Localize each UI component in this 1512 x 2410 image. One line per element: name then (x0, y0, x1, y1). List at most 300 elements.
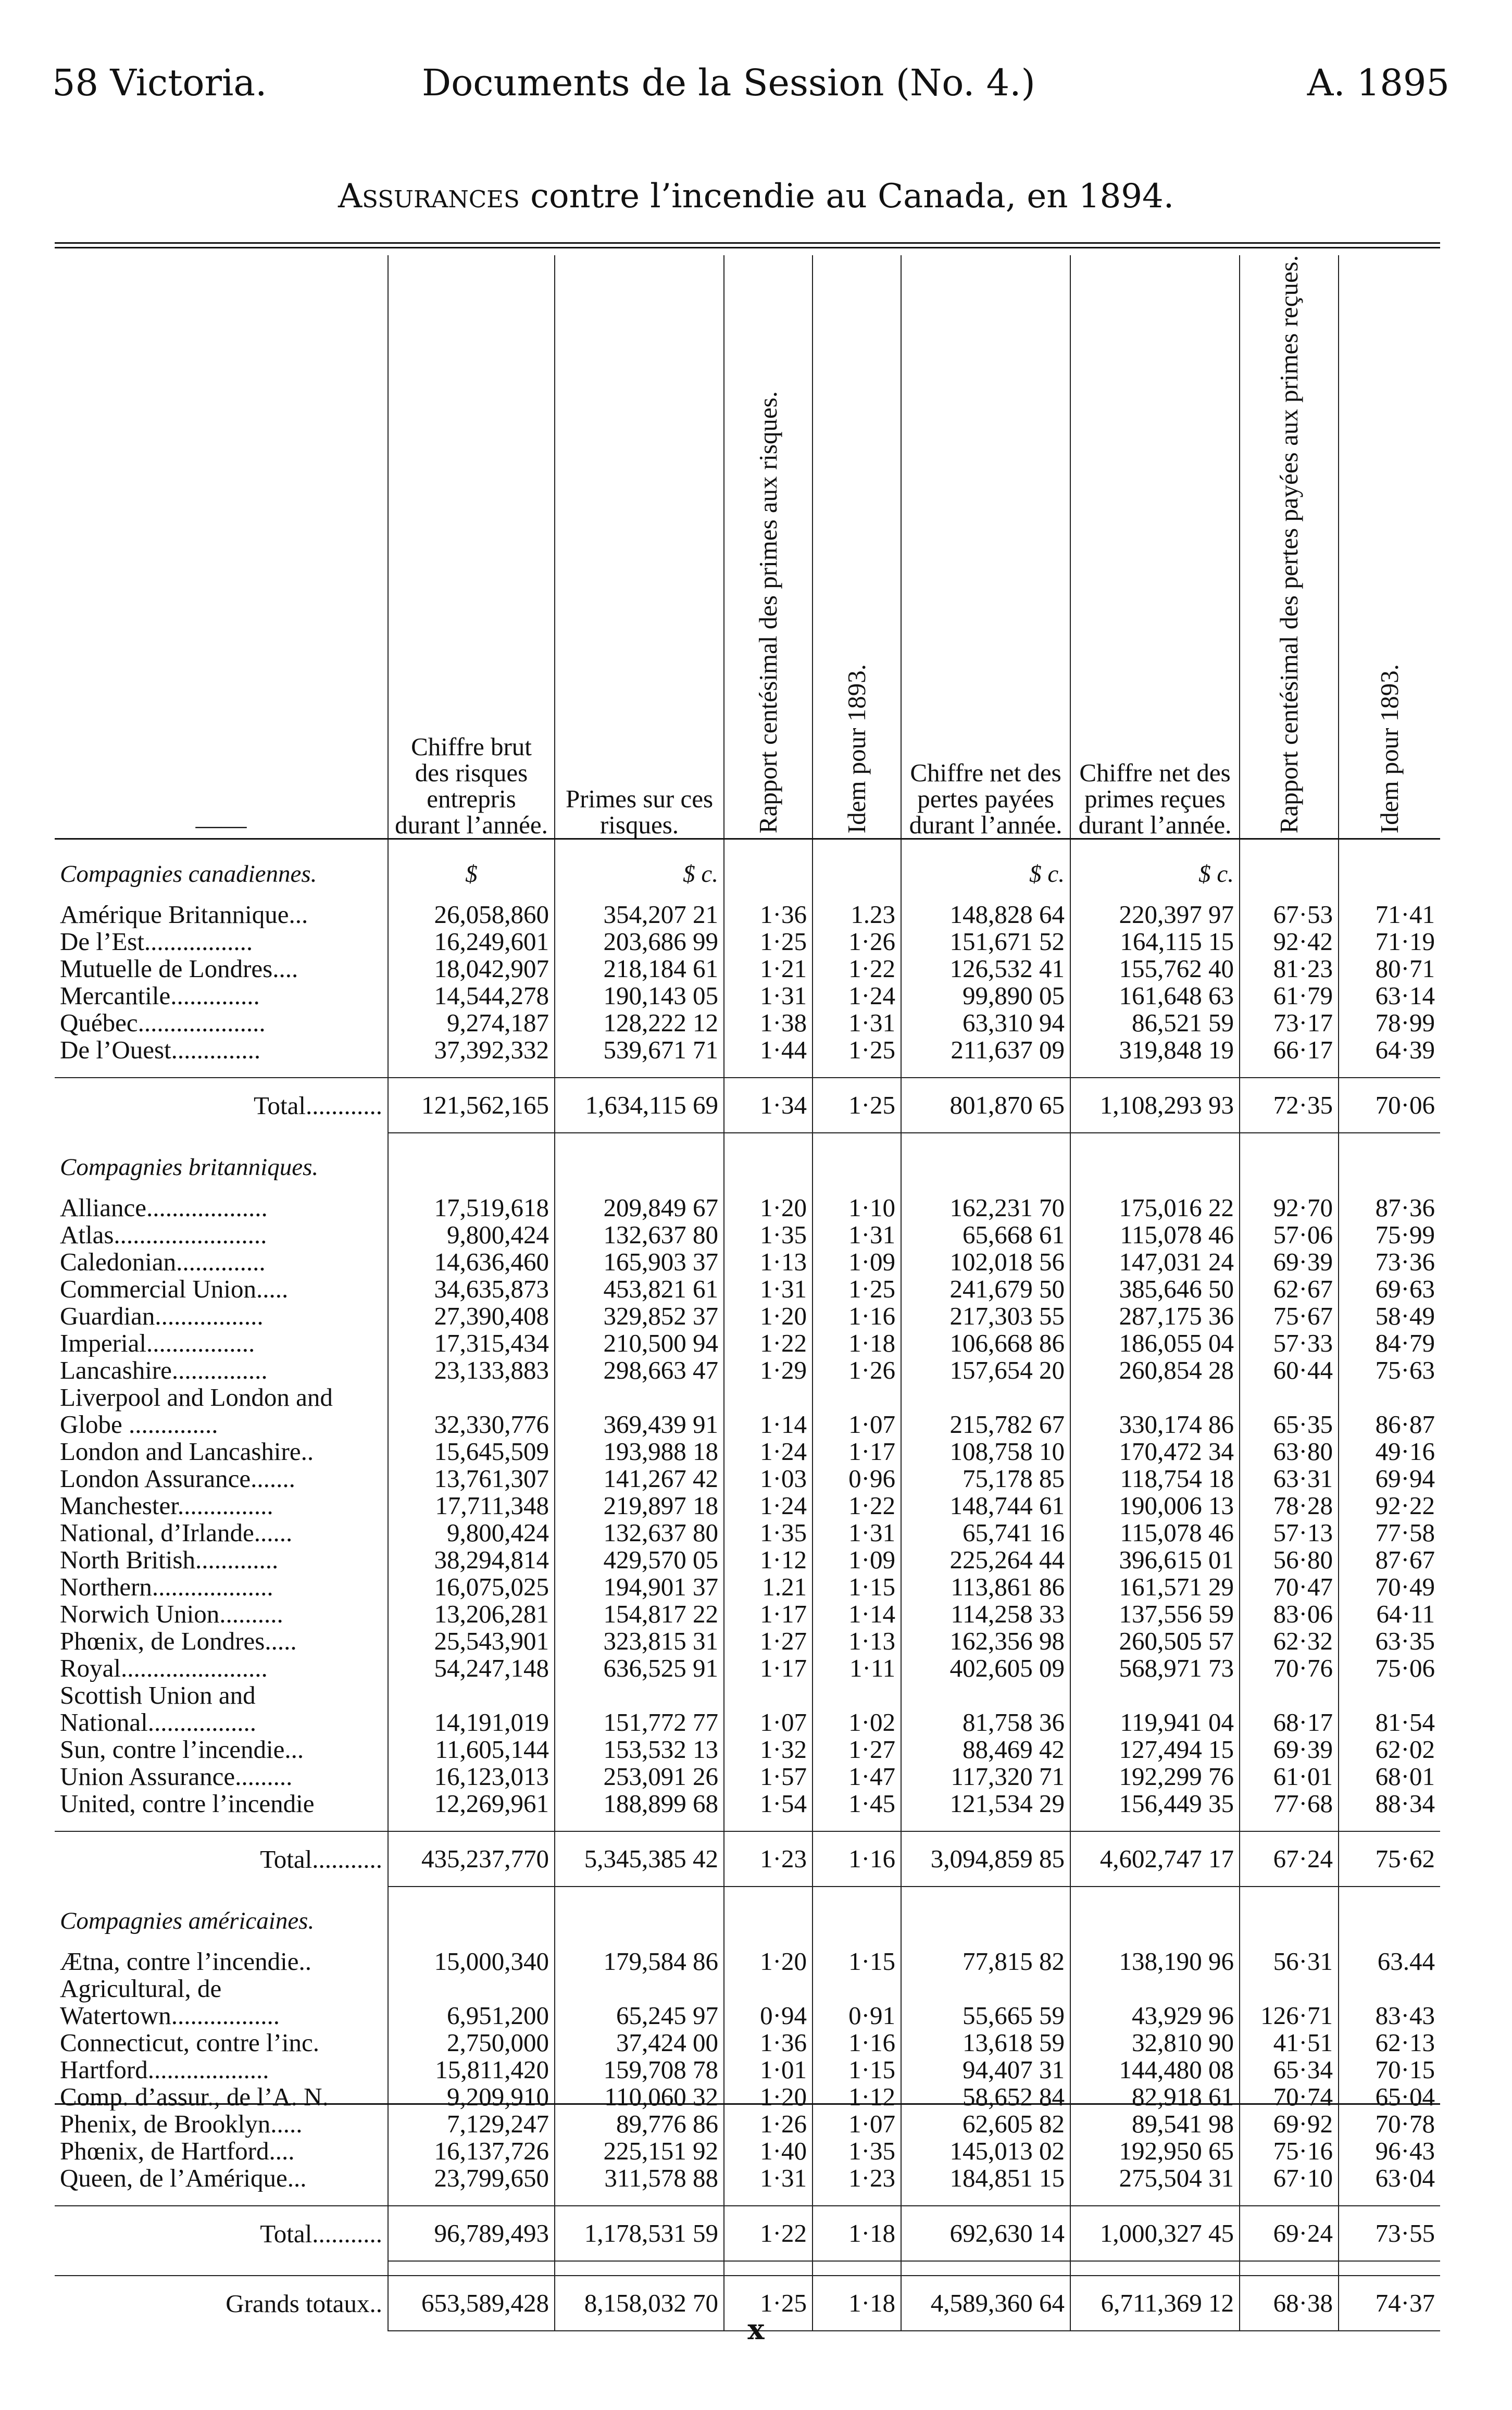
cell-premiums: 203,686 99 (555, 928, 724, 955)
cell-premium-ratio-1893: 1·23 (813, 2165, 901, 2192)
cell-net-losses: 211,637 09 (901, 1037, 1070, 1064)
cell-premiums: 209,849 67 (555, 1194, 724, 1221)
cell-loss-ratio: 67·10 (1240, 2165, 1339, 2192)
cell-premium-ratio: 1·21 (724, 955, 813, 982)
cell-net-premiums: 115,078 46 (1070, 1221, 1240, 1248)
cell-premium-ratio-1893: 1·10 (813, 1194, 901, 1221)
empty-cell (1070, 1887, 1240, 1934)
cell-premium-ratio-1893: 1·18 (813, 2276, 901, 2331)
cell-net-losses: 81,758 36 (901, 1682, 1070, 1736)
cell-loss-ratio: 66·17 (1240, 1037, 1339, 1064)
empty-cell (1070, 1133, 1240, 1181)
table-row (55, 1975, 1440, 2029)
cell-company-name: Ætna, contre l’incendie.. (60, 1948, 312, 1976)
cell-loss-ratio-1893: 74·37 (1339, 2276, 1440, 2331)
cell-loss-ratio: 75·16 (1240, 2138, 1339, 2165)
header-volume: A. 1895 (1307, 61, 1449, 104)
cell-company-name: Manchester............... (60, 1492, 273, 1520)
cell-net-premiums: 1,108,293 93 (1070, 1078, 1240, 1133)
col-header-net-premiums: Chiffre net des primes reçues durant l’année. (1070, 255, 1240, 839)
empty-cell (555, 2261, 724, 2276)
empty-cell (388, 1887, 555, 1934)
cell-premiums: 194,901 37 (555, 1574, 724, 1601)
cell-loss-ratio-1893: 88·34 (1339, 1790, 1440, 1817)
empty-cell (555, 888, 724, 901)
cell-gross-risks: 16,075,025 (388, 1574, 555, 1601)
cell-net-premiums: 156,449 35 (1070, 1790, 1240, 1817)
cell-loss-ratio-1893: 75·06 (1339, 1655, 1440, 1682)
empty-cell (1339, 888, 1440, 901)
table-row (55, 1465, 1440, 1492)
header-document-title: Documents de la Session (No. 4.) (422, 61, 1035, 104)
cell-company-name: Comp. d’assur., de l’A. N. (60, 2083, 329, 2111)
cell-loss-ratio: 70·74 (1240, 2083, 1339, 2111)
cell-premiums: 165,903 37 (555, 1248, 724, 1276)
cell-loss-ratio: 92·42 (1240, 928, 1339, 955)
cell-premium-ratio: 1·22 (724, 1330, 813, 1357)
cell-premium-ratio-1893: 1·18 (813, 2206, 901, 2261)
cell-premiums: 210,500 94 (555, 1330, 724, 1357)
cell-net-losses: 65,668 61 (901, 1221, 1070, 1248)
cell-gross-risks: 14,191,019 (388, 1682, 555, 1736)
bottom-rule (55, 2103, 1440, 2105)
cell-net-premiums: 220,397 97 (1070, 901, 1240, 928)
table-row (55, 1601, 1440, 1628)
cell-loss-ratio-1893: 70·49 (1339, 1574, 1440, 1601)
cell-premiums: 8,158,032 70 (555, 2276, 724, 2331)
cell-net-premiums: 6,711,369 12 (1070, 2276, 1240, 2331)
empty-cell (724, 1181, 813, 1194)
cell-loss-ratio-1893: 77·58 (1339, 1519, 1440, 1546)
cell-gross-risks: 25,543,901 (388, 1628, 555, 1655)
cell-premium-ratio-1893: 1·31 (813, 1519, 901, 1546)
cell-loss-ratio-1893: 69·63 (1339, 1276, 1440, 1303)
cell-company-name: Total........... (55, 2206, 388, 2261)
cell-premium-ratio: 1·22 (724, 2206, 813, 2261)
cell-premiums: 636,525 91 (555, 1655, 724, 1682)
cell-company-name: National, d’Irlande...... (60, 1519, 293, 1547)
cell-loss-ratio-1893: 69·94 (1339, 1465, 1440, 1492)
cell-net-losses: 108,758 10 (901, 1438, 1070, 1465)
cell-gross-risks: 11,605,144 (388, 1736, 555, 1763)
cell-company-name: Lancashire............... (60, 1357, 268, 1384)
cell-loss-ratio-1893: 70·06 (1339, 1078, 1440, 1133)
empty-cell (388, 1817, 555, 1831)
spacer-row (55, 1817, 1440, 1831)
top-rule-1 (55, 242, 1440, 244)
cell-gross-risks: 13,761,307 (388, 1465, 555, 1492)
cell-gross-risks: 9,209,910 (388, 2083, 555, 2111)
cell-net-losses: 148,828 64 (901, 901, 1070, 928)
cell-loss-ratio: 69·39 (1240, 1736, 1339, 1763)
empty-cell (724, 1064, 813, 1078)
cell-loss-ratio: 62·67 (1240, 1276, 1339, 1303)
empty-cell (724, 2192, 813, 2206)
cell-premium-ratio-1893: 1·09 (813, 1546, 901, 1574)
col-header-loss-ratio: Rapport centésimal des pertes payées aux primes reçues. (1240, 255, 1339, 839)
empty-cell (901, 2261, 1070, 2276)
units-c2: $ c. (555, 839, 724, 888)
cell-net-losses: 62,605 82 (901, 2111, 1070, 2138)
table-row (55, 928, 1440, 955)
cell-loss-ratio-1893: 80·71 (1339, 955, 1440, 982)
table-row (55, 1546, 1440, 1574)
table-row (55, 2083, 1440, 2111)
cell-loss-ratio: 81·23 (1240, 955, 1339, 982)
table-row (55, 1736, 1440, 1763)
cell-premiums: 132,637 80 (555, 1221, 724, 1248)
cell-company-name: Queen, de l’Amérique... (60, 2165, 307, 2192)
cell-net-losses: 77,815 82 (901, 1948, 1070, 1975)
cell-loss-ratio: 70·47 (1240, 1574, 1339, 1601)
cell-company-name: Royal....................... (60, 1655, 268, 1682)
cell-loss-ratio-1893: 71·41 (1339, 901, 1440, 928)
cell-premium-ratio-1893: 1·15 (813, 2056, 901, 2083)
table-row (55, 955, 1440, 982)
cell-loss-ratio: 56·80 (1240, 1546, 1339, 1574)
cell-premiums: 1,634,115 69 (555, 1078, 724, 1133)
cell-company-name: Phenix, de Brooklyn..... (60, 2111, 303, 2138)
cell-premiums: 153,532 13 (555, 1736, 724, 1763)
spacer-row (55, 2261, 1440, 2276)
cell-loss-ratio-1893: 64·11 (1339, 1601, 1440, 1628)
cell-net-losses: 88,469 42 (901, 1736, 1070, 1763)
cell-premiums: 193,988 18 (555, 1438, 724, 1465)
empty-cell (901, 888, 1070, 901)
empty-cell (555, 1181, 724, 1194)
cell-loss-ratio-1893: 78·99 (1339, 1009, 1440, 1037)
cell-premiums: 369,439 91 (555, 1384, 724, 1438)
table-row (55, 1357, 1440, 1384)
cell-premium-ratio: 1·24 (724, 1438, 813, 1465)
cell-premium-ratio-1893: 1.23 (813, 901, 901, 928)
empty-cell (724, 1934, 813, 1948)
empty-cell (1240, 888, 1339, 901)
empty-cell (55, 1181, 388, 1194)
cell-loss-ratio-1893: 62·02 (1339, 1736, 1440, 1763)
cell-premium-ratio: 1·20 (724, 1948, 813, 1975)
cell-gross-risks: 12,269,961 (388, 1790, 555, 1817)
cell-net-premiums: 161,571 29 (1070, 1574, 1240, 1601)
cell-loss-ratio: 65·34 (1240, 2056, 1339, 2083)
cell-loss-ratio: 41·51 (1240, 2029, 1339, 2056)
units-c3 (724, 839, 813, 888)
cell-loss-ratio: 63·80 (1240, 1438, 1339, 1465)
cell-loss-ratio: 57·33 (1240, 1330, 1339, 1357)
empty-cell (813, 1064, 901, 1078)
table-row (55, 982, 1440, 1009)
cell-company-name: Sun, contre l’incendie... (60, 1736, 304, 1764)
empty-cell (1339, 1887, 1440, 1934)
cell-company-name: Total............ (55, 1078, 388, 1133)
cell-company-name: De l’Ouest.............. (60, 1037, 261, 1064)
cell-loss-ratio: 63·31 (1240, 1465, 1339, 1492)
table-row (55, 1194, 1440, 1221)
empty-cell (813, 1181, 901, 1194)
cell-loss-ratio-1893: 68·01 (1339, 1763, 1440, 1790)
empty-cell (388, 888, 555, 901)
cell-gross-risks: 37,392,332 (388, 1037, 555, 1064)
cell-company-name: Imperial................. (60, 1330, 255, 1357)
empty-cell (901, 1064, 1070, 1078)
cell-premium-ratio-1893: 1·02 (813, 1682, 901, 1736)
cell-net-premiums: 175,016 22 (1070, 1194, 1240, 1221)
cell-premium-ratio: 1·13 (724, 1248, 813, 1276)
cell-gross-risks: 7,129,247 (388, 2111, 555, 2138)
cell-premium-ratio-1893: 1·25 (813, 1078, 901, 1133)
cell-net-losses: 94,407 31 (901, 2056, 1070, 2083)
cell-company-name: Norwich Union.......... (60, 1601, 283, 1628)
cell-net-losses: 157,654 20 (901, 1357, 1070, 1384)
cell-gross-risks: 26,058,860 (388, 901, 555, 928)
col-header-net-losses: Chiffre net des pertes payées durant l’année. (901, 255, 1070, 839)
cell-loss-ratio-1893: 71·19 (1339, 928, 1440, 955)
cell-premium-ratio-1893: 1·15 (813, 1574, 901, 1601)
empty-cell (55, 2261, 388, 2276)
cell-premium-ratio: 1·24 (724, 1492, 813, 1519)
cell-gross-risks: 9,800,424 (388, 1221, 555, 1248)
empty-cell (55, 888, 388, 901)
cell-loss-ratio-1893: 84·79 (1339, 1330, 1440, 1357)
cell-premium-ratio: 1·38 (724, 1009, 813, 1037)
cell-loss-ratio-1893: 83·43 (1339, 1975, 1440, 2029)
cell-premiums: 151,772 77 (555, 1682, 724, 1736)
empty-cell (555, 1817, 724, 1831)
table-row (55, 1248, 1440, 1276)
col-header-company: —— (55, 255, 388, 839)
cell-loss-ratio: 57·06 (1240, 1221, 1339, 1248)
empty-cell (813, 2192, 901, 2206)
cell-premium-ratio: 1·14 (724, 1384, 813, 1438)
cell-company-name: De l’Est................. (60, 928, 253, 956)
cell-net-premiums: 147,031 24 (1070, 1248, 1240, 1276)
cell-loss-ratio-1893: 75·99 (1339, 1221, 1440, 1248)
cell-premiums: 323,815 31 (555, 1628, 724, 1655)
empty-cell (555, 1934, 724, 1948)
cell-company-name: Agricultural, de Watertown................. (60, 1975, 280, 2030)
title-rest: contre l’incendie au Canada, en 1894. (519, 177, 1174, 216)
cell-net-premiums: 192,299 76 (1070, 1763, 1240, 1790)
cell-loss-ratio: 73·17 (1240, 1009, 1339, 1037)
cell-premiums: 298,663 47 (555, 1357, 724, 1384)
cell-loss-ratio: 68·17 (1240, 1682, 1339, 1736)
cell-premium-ratio: 1·35 (724, 1519, 813, 1546)
cell-net-losses: 215,782 67 (901, 1384, 1070, 1438)
empty-cell (1339, 1064, 1440, 1078)
cell-premiums: 154,817 22 (555, 1601, 724, 1628)
empty-cell (1070, 2192, 1240, 2206)
cell-gross-risks: 13,206,281 (388, 1601, 555, 1628)
table-row (55, 1519, 1440, 1546)
cell-net-losses: 692,630 14 (901, 2206, 1070, 2261)
cell-gross-risks: 435,237,770 (388, 1831, 555, 1887)
cell-premium-ratio-1893: 1·16 (813, 1303, 901, 1330)
cell-loss-ratio-1893: 96·43 (1339, 2138, 1440, 2165)
table-row (55, 1221, 1440, 1248)
units-c6: $ c. (1070, 839, 1240, 888)
table-row (55, 2138, 1440, 2165)
table-row (55, 1384, 1440, 1438)
cell-company-name: Phœnix, de Hartford.... (60, 2138, 295, 2165)
empty-cell (555, 1133, 724, 1181)
table-title (0, 177, 1512, 216)
table-row (55, 2056, 1440, 2083)
table-row (55, 1682, 1440, 1736)
empty-cell (813, 888, 901, 901)
empty-cell (1070, 1064, 1240, 1078)
cell-premium-ratio: 1·17 (724, 1655, 813, 1682)
cell-net-premiums: 385,646 50 (1070, 1276, 1240, 1303)
cell-gross-risks: 121,562,165 (388, 1078, 555, 1133)
cell-net-losses: 75,178 85 (901, 1465, 1070, 1492)
title-caps: Assurances (338, 177, 520, 216)
empty-cell (901, 1133, 1070, 1181)
cell-net-premiums: 115,078 46 (1070, 1519, 1240, 1546)
cell-loss-ratio-1893: 87·36 (1339, 1194, 1440, 1221)
cell-premium-ratio: 1·44 (724, 1037, 813, 1064)
cell-premium-ratio-1893: 1·47 (813, 1763, 901, 1790)
cell-net-premiums: 164,115 15 (1070, 928, 1240, 955)
section-heading-row (55, 1887, 1440, 1934)
cell-net-premiums: 144,480 08 (1070, 2056, 1240, 2083)
cell-premium-ratio-1893: 0·96 (813, 1465, 901, 1492)
empty-cell (724, 1817, 813, 1831)
empty-cell (813, 1817, 901, 1831)
cell-net-premiums: 1,000,327 45 (1070, 2206, 1240, 2261)
cell-gross-risks: 27,390,408 (388, 1303, 555, 1330)
cell-loss-ratio: 60·44 (1240, 1357, 1339, 1384)
empty-cell (1070, 2261, 1240, 2276)
cell-premium-ratio: 1.21 (724, 1574, 813, 1601)
cell-loss-ratio: 67·24 (1240, 1831, 1339, 1887)
cell-premium-ratio-1893: 1·16 (813, 1831, 901, 1887)
cell-loss-ratio: 62·32 (1240, 1628, 1339, 1655)
cell-gross-risks: 15,811,420 (388, 2056, 555, 2083)
cell-loss-ratio-1893: 73·36 (1339, 1248, 1440, 1276)
cell-loss-ratio-1893: 92·22 (1339, 1492, 1440, 1519)
cell-net-premiums: 118,754 18 (1070, 1465, 1240, 1492)
cell-premium-ratio-1893: 1·18 (813, 1330, 901, 1357)
cell-net-losses: 13,618 59 (901, 2029, 1070, 2056)
cell-company-name: London Assurance....... (60, 1465, 295, 1493)
cell-company-name: Guardian................. (60, 1303, 264, 1330)
cell-premium-ratio-1893: 1·17 (813, 1438, 901, 1465)
cell-loss-ratio: 68·38 (1240, 2276, 1339, 2331)
cell-premiums: 218,184 61 (555, 955, 724, 982)
table-row (55, 1790, 1440, 1817)
cell-premium-ratio: 1·20 (724, 2083, 813, 2111)
cell-premium-ratio-1893: 1·26 (813, 928, 901, 955)
empty-cell (724, 1133, 813, 1181)
empty-cell (813, 1934, 901, 1948)
spacer-row (55, 1064, 1440, 1078)
empty-cell (555, 1064, 724, 1078)
col-header-gross-risks: Chiffre brut des risques entrepris durant l’année. (388, 255, 555, 839)
table-row (55, 1574, 1440, 1601)
cell-premium-ratio-1893: 1·25 (813, 1037, 901, 1064)
cell-premium-ratio: 1·01 (724, 2056, 813, 2083)
cell-loss-ratio: 92·70 (1240, 1194, 1339, 1221)
empty-cell (55, 1817, 388, 1831)
cell-premiums: 329,852 37 (555, 1303, 724, 1330)
table-row (55, 1009, 1440, 1037)
col-header-premiums: Primes sur ces risques. (555, 255, 724, 839)
cell-gross-risks: 18,042,907 (388, 955, 555, 982)
cell-premiums: 37,424 00 (555, 2029, 724, 2056)
cell-gross-risks: 16,137,726 (388, 2138, 555, 2165)
spacer-row (55, 1934, 1440, 1948)
cell-gross-risks: 32,330,776 (388, 1384, 555, 1438)
cell-net-premiums: 86,521 59 (1070, 1009, 1240, 1037)
cell-net-premiums: 319,848 19 (1070, 1037, 1240, 1064)
cell-premium-ratio: 1·20 (724, 1194, 813, 1221)
section-heading-britanniques: Compagnies britanniques. (60, 1154, 319, 1181)
cell-premiums: 190,143 05 (555, 982, 724, 1009)
empty-cell (724, 888, 813, 901)
cell-premium-ratio: 1·20 (724, 1303, 813, 1330)
table-row (55, 1037, 1440, 1064)
cell-loss-ratio: 65·35 (1240, 1384, 1339, 1438)
empty-cell (1070, 1181, 1240, 1194)
cell-gross-risks: 17,519,618 (388, 1194, 555, 1221)
cell-loss-ratio: 78·28 (1240, 1492, 1339, 1519)
spacer-row (55, 888, 1440, 901)
cell-net-losses: 402,605 09 (901, 1655, 1070, 1682)
cell-loss-ratio: 75·67 (1240, 1303, 1339, 1330)
cell-premium-ratio: 1·27 (724, 1628, 813, 1655)
empty-cell (1070, 888, 1240, 901)
cell-premium-ratio-1893: 1·09 (813, 1248, 901, 1276)
cell-premiums: 188,899 68 (555, 1790, 724, 1817)
cell-company-name: Total........... (55, 1831, 388, 1887)
total-row-britanniques (55, 1831, 1440, 1887)
cell-gross-risks: 23,133,883 (388, 1357, 555, 1384)
cell-company-name: London and Lancashire.. (60, 1438, 314, 1466)
cell-premiums: 110,060 32 (555, 2083, 724, 2111)
top-rule-2 (55, 247, 1440, 248)
cell-premium-ratio: 1·12 (724, 1546, 813, 1574)
units-c7 (1240, 839, 1339, 888)
section-heading-americaines: Compagnies américaines. (60, 1907, 315, 1935)
cell-premium-ratio-1893: 1·45 (813, 1790, 901, 1817)
empty-cell (388, 2192, 555, 2206)
cell-premium-ratio-1893: 1·16 (813, 2029, 901, 2056)
empty-cell (388, 2261, 555, 2276)
cell-gross-risks: 2,750,000 (388, 2029, 555, 2056)
cell-loss-ratio-1893: 63.44 (1339, 1948, 1440, 1975)
empty-cell (1240, 1934, 1339, 1948)
table-row (55, 1276, 1440, 1303)
cell-gross-risks: 16,123,013 (388, 1763, 555, 1790)
cell-company-name: Grands totaux.. (55, 2276, 388, 2331)
cell-company-name: Northern................... (60, 1574, 273, 1601)
cell-net-premiums: 43,929 96 (1070, 1975, 1240, 2029)
cell-net-losses: 58,652 84 (901, 2083, 1070, 2111)
cell-loss-ratio-1893: 75·62 (1339, 1831, 1440, 1887)
empty-cell (813, 1887, 901, 1934)
cell-premiums: 128,222 12 (555, 1009, 724, 1037)
cell-premium-ratio-1893: 1·24 (813, 982, 901, 1009)
cell-gross-risks: 38,294,814 (388, 1546, 555, 1574)
cell-company-name: Commercial Union..... (60, 1276, 289, 1303)
total-row-canadiennes (55, 1078, 1440, 1133)
table-row (55, 1628, 1440, 1655)
units-c5: $ c. (901, 839, 1070, 888)
col-header-loss-ratio-1893: Idem pour 1893. (1339, 255, 1440, 839)
empty-cell (388, 1181, 555, 1194)
cell-premium-ratio-1893: 1·07 (813, 2111, 901, 2138)
cell-loss-ratio: 77·68 (1240, 1790, 1339, 1817)
